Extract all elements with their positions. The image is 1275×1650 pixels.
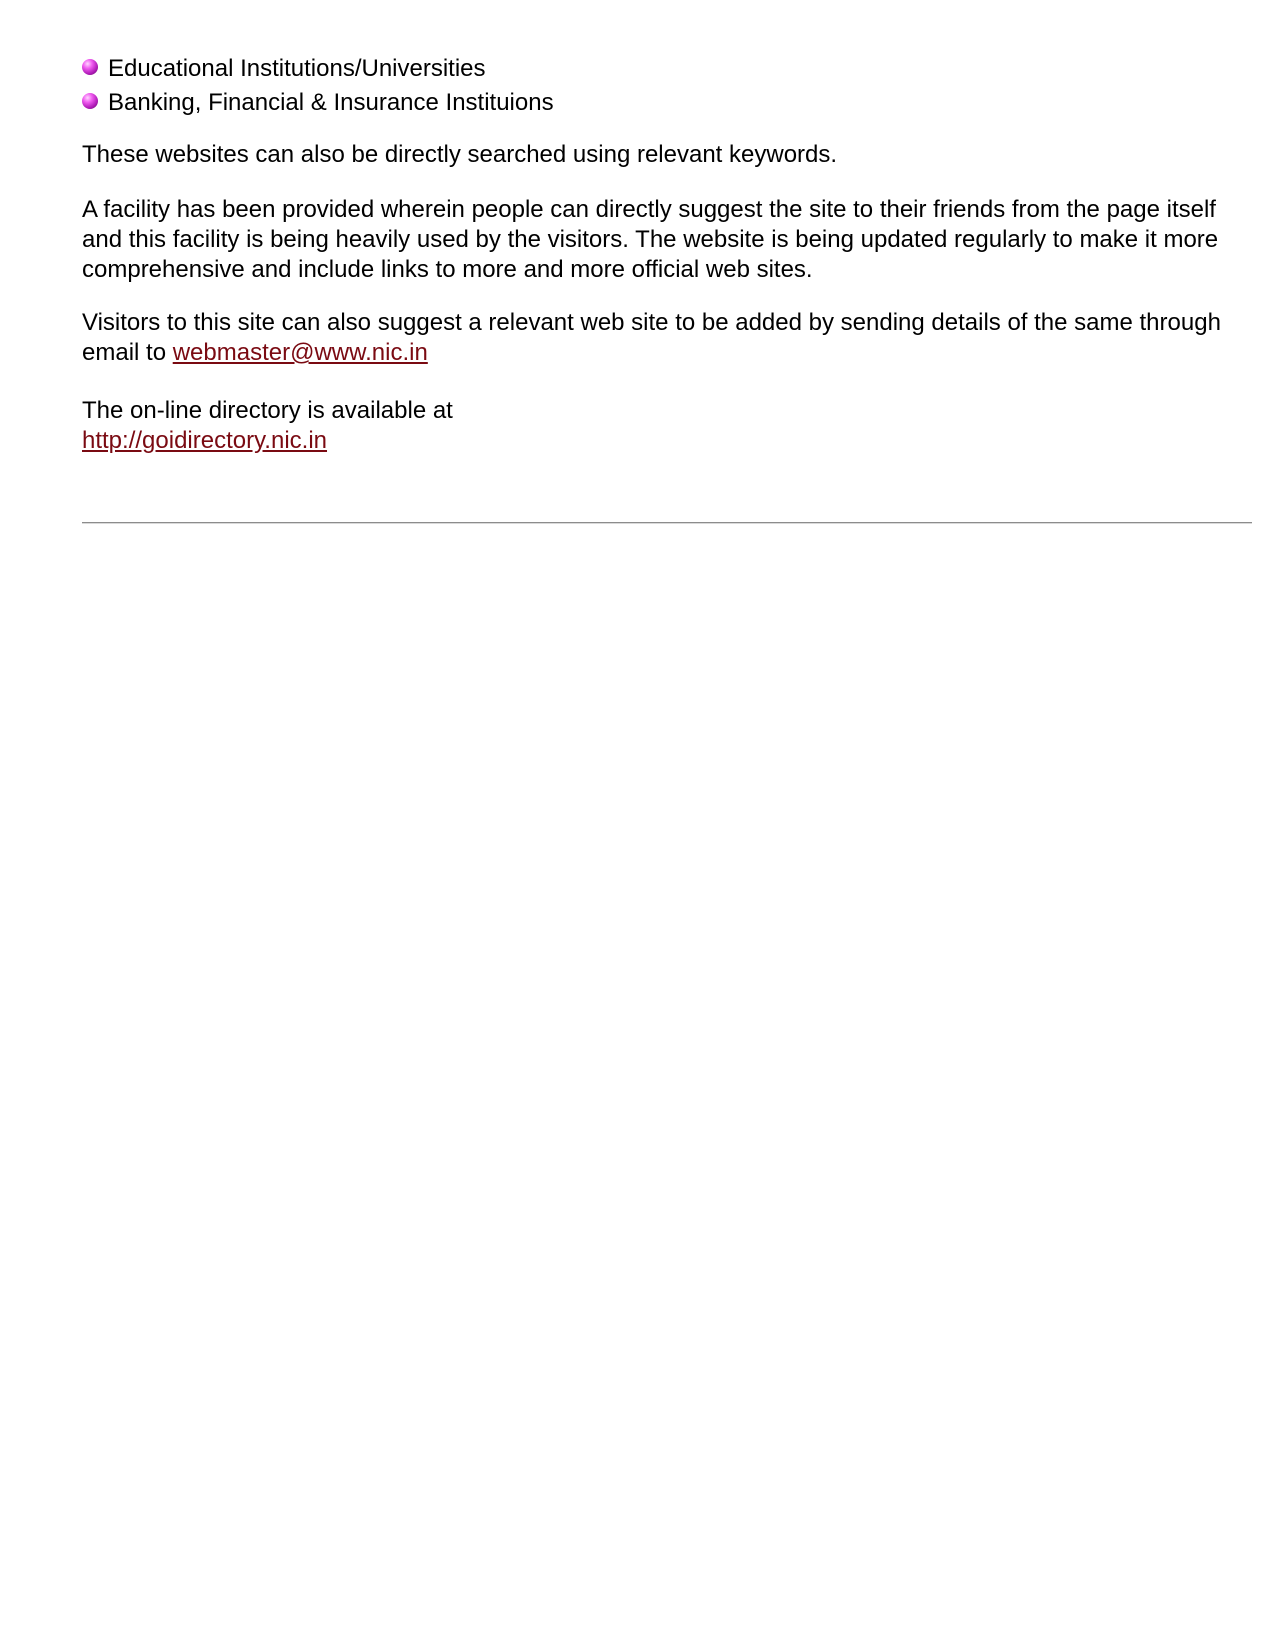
directory-text: The on-line directory is available at <box>82 397 453 424</box>
document-body <box>82 52 1252 456</box>
directory-paragraph <box>82 396 1252 456</box>
pink-sphere-bullet-icon <box>82 93 98 109</box>
horizontal-divider <box>82 522 1252 524</box>
list-item-label: Educational Institutions/Universities <box>108 55 486 82</box>
visitors-paragraph <box>82 308 1252 368</box>
pink-sphere-bullet-icon <box>82 59 98 75</box>
facility-paragraph: A facility has been provided wherein people can directly suggest the site to their friends from the page itself and this facility is being heavily used by the visitors. The website is being updated regularly to make it more comprehensive and include links to more and more official web sites. <box>82 196 1219 283</box>
goidirectory-link[interactable]: http://goidirectory.nic.in <box>82 427 328 454</box>
bullet-list <box>82 52 1252 120</box>
search-paragraph: These websites can also be directly searched using relevant keywords. <box>82 141 838 168</box>
list-item <box>82 52 1252 86</box>
list-item <box>82 86 1252 120</box>
visitors-text: Visitors to this site can also suggest a relevant web site to be added by sending details of the same through email to <box>82 309 1221 366</box>
webmaster-email-link[interactable]: webmaster@www.nic.in <box>172 339 428 366</box>
list-item-label: Banking, Financial & Insurance Instituions <box>108 89 554 116</box>
